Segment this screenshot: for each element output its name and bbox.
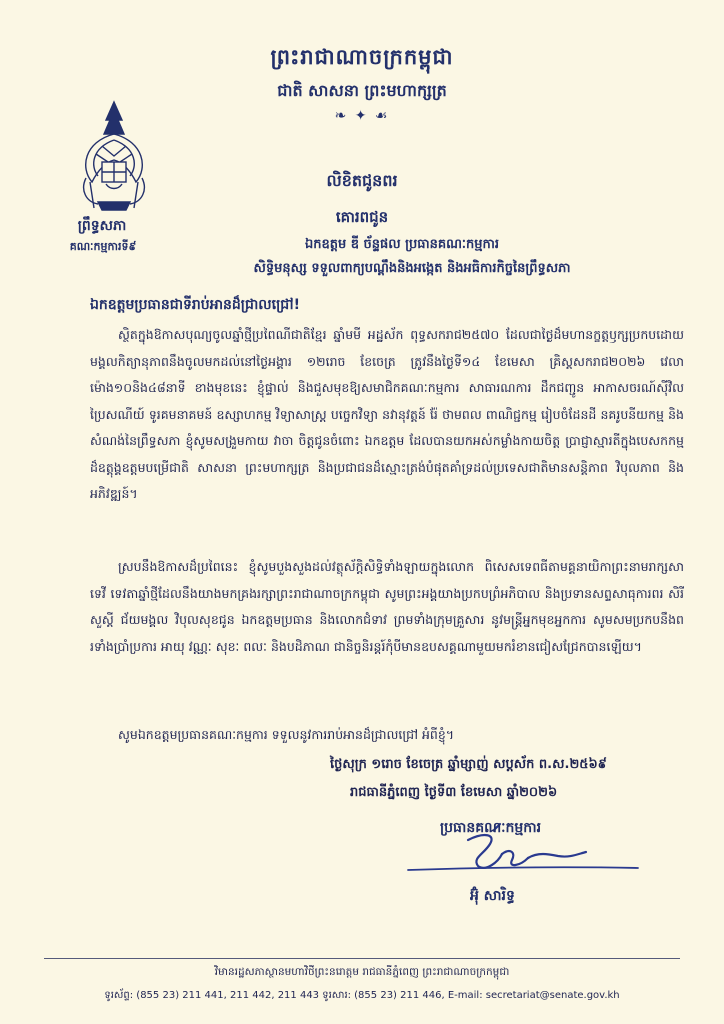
signer-name: អ៊ុំ សារិទ្ធ <box>470 888 515 904</box>
committee-number: គណៈកម្មការទី៩ <box>69 240 137 253</box>
senate-emblem-icon <box>72 98 156 218</box>
kingdom-heading: ព្រះរាជាណាចក្រកម្ពុជា <box>270 44 454 69</box>
recipient-committee-line: សិទ្ធិមនុស្ស ទទួលពាក្យបណ្តឹងនិងអង្កេត និងអធិការកិច្ចនៃព្រឹទ្ធសភា <box>253 261 571 276</box>
footer-contact: ទូរស័ព្ទ: (855 23) 211 441, 211 442, 211 443 ទូរសារ: (855 23) 211 446, E-mail: secretariat@senate.gov.kh <box>104 990 620 1001</box>
senate-name: ព្រឹទ្ធសភា <box>77 218 127 234</box>
salutation: ឯកឧត្តមប្រធានជាទីរាប់អានដ៏ជ្រាលជ្រៅ! <box>90 297 300 313</box>
national-motto: ជាតិ សាសនា ព្រះមហាក្សត្រ <box>277 81 447 100</box>
addressed-to-label: គោរពជូន <box>335 208 389 226</box>
lunar-date: ថ្ងៃសុក្រ ១រោច ខែចេត្រ ឆ្នាំម្សាញ់ សប្តស័ក ព.ស.២៥៦៩ <box>330 757 607 772</box>
footer-address: វិមានរដ្ឋសភាស្ថានមហាវិថីព្រះនរោត្តម រាជធានីភ្នំពេញ ព្រះរាជាណាចក្រកម្ពុជា <box>214 966 510 978</box>
solar-date-place: រាជធានីភ្នំពេញ ថ្ងៃទី៣ ខែមេសា ឆ្នាំ២០២៦ <box>350 785 558 800</box>
body-paragraph-2: ស្របនឹងឱកាសដ៏ប្រពៃនេះ ខ្ញុំសូមបួងសួងដល់វត្ថុស័ក្តិសិទ្ធិទាំងឡាយក្នុងលោក ពិសេសទេពធីតាមគ្គនាយិកាព្រះនាមរាក្សសាទេវី ទេវតាឆ្នាំថ្មីដែលនឹងយាងមកគ្រងរក្សាព្រះរាជាណាចក្រកម្ពុជា សូមព្រះអង្គយាងប្រកបព្រំអភិបាល និងប្រទានសព្ទសាធុការពរ សិរីសួស្តី ជ័យមង្គល វិបុលសុខជូន ឯកឧត្តមប្រធាន និងលោកជំទាវ ព្រមទាំងក្រុមគ្រួសារ នូវមន្ត្រីអ្នកមុខអ្នកការ សូមសមប្រកបនឹងពរទាំងប្រាំប្រការ អាយុ វណ្ណៈ សុខៈ ពលៈ និងបដិភាណ ជានិច្ចនិរន្តរ៍កុំបីមានឧបសគ្គណាមួយមករំខានជៀសជ្រែកបានឡើយ។ <box>90 559 684 654</box>
letter-title: លិខិតជូនពរ <box>326 171 398 190</box>
body-paragraph-3: សូមឯកឧត្តមប្រធានគណៈកម្មការ ទទួលនូវការរាប់អានដ៏ជ្រាលជ្រៅ អំពីខ្ញុំ។ <box>118 727 455 742</box>
header-ornament: ❧ ✦ ☙ <box>334 108 390 124</box>
body-paragraph-1: ស្ថិតក្នុងឱកាសបុណ្យចូលឆ្នាំថ្មីប្រពៃណីជាតិខ្មែរ ឆ្នាំមមី អដ្ឋស័ក ពុទ្ធសករាជ២៥៧០ ដែលជាថ្ងៃដ៏មហានក្ខត្តឫក្សប្រកបដោយមង្គលកិត្យានុភាពនឹងចូលមកដល់នៅថ្ងៃអង្គារ ១២រោច ខែចេត្រ ត្រូវនឹងថ្ងៃទី១៤ ខែមេសា គ្រិស្តសករាជ២០២៦ វេលាម៉ោង១០និង៤៨នាទី ខាងមុខនេះ ខ្ញុំផ្ទាល់ និងជួសមុខឱ្យសមាជិកគណៈកម្មការ សាធារណការ ដឹកជញ្ជូន អាកាសចរណ៍ស៊ីវិល ប្រៃសណីយ៍ ទូរគមនាគមន៍ ឧស្សាហកម្ម វិទ្យាសាស្ត្រ បច្ចេកវិទ្យា នវានុវត្តន៍ រ៉ែ ថាមពល ពាណិជ្ជកម្ម រៀបចំដែនដី នគរូបនីយកម្ម និងសំណង់នៃព្រឹទ្ធសភា ខ្ញុំសូមសង្រួមកាយ វាចា ចិត្តជូនចំពោះ ឯកឧត្តម ដែលបានយកអស់កម្លាំងកាយចិត្ត ប្រាជ្ញាស្មារតីក្នុងបេសកកម្មដ៏ឧត្តុង្គឧត្តមបម្រើជាតិ សាសនា ព្រះមហាក្សត្រ និងប្រជាជនដ៏ស្មោះត្រង់បំផុតគាំទ្រដល់ប្រទេសជាតិមានសន្តិភាព វិបុលភាព និងអភិវឌ្ឍន៍។ <box>90 327 684 501</box>
footer-divider <box>44 958 680 959</box>
recipient-name-line: ឯកឧត្តម ឌី ច័ន្ទផល ប្រធានគណៈកម្មការ <box>304 237 500 252</box>
signer-title: ប្រធានគណៈកម្មការ <box>440 820 542 836</box>
